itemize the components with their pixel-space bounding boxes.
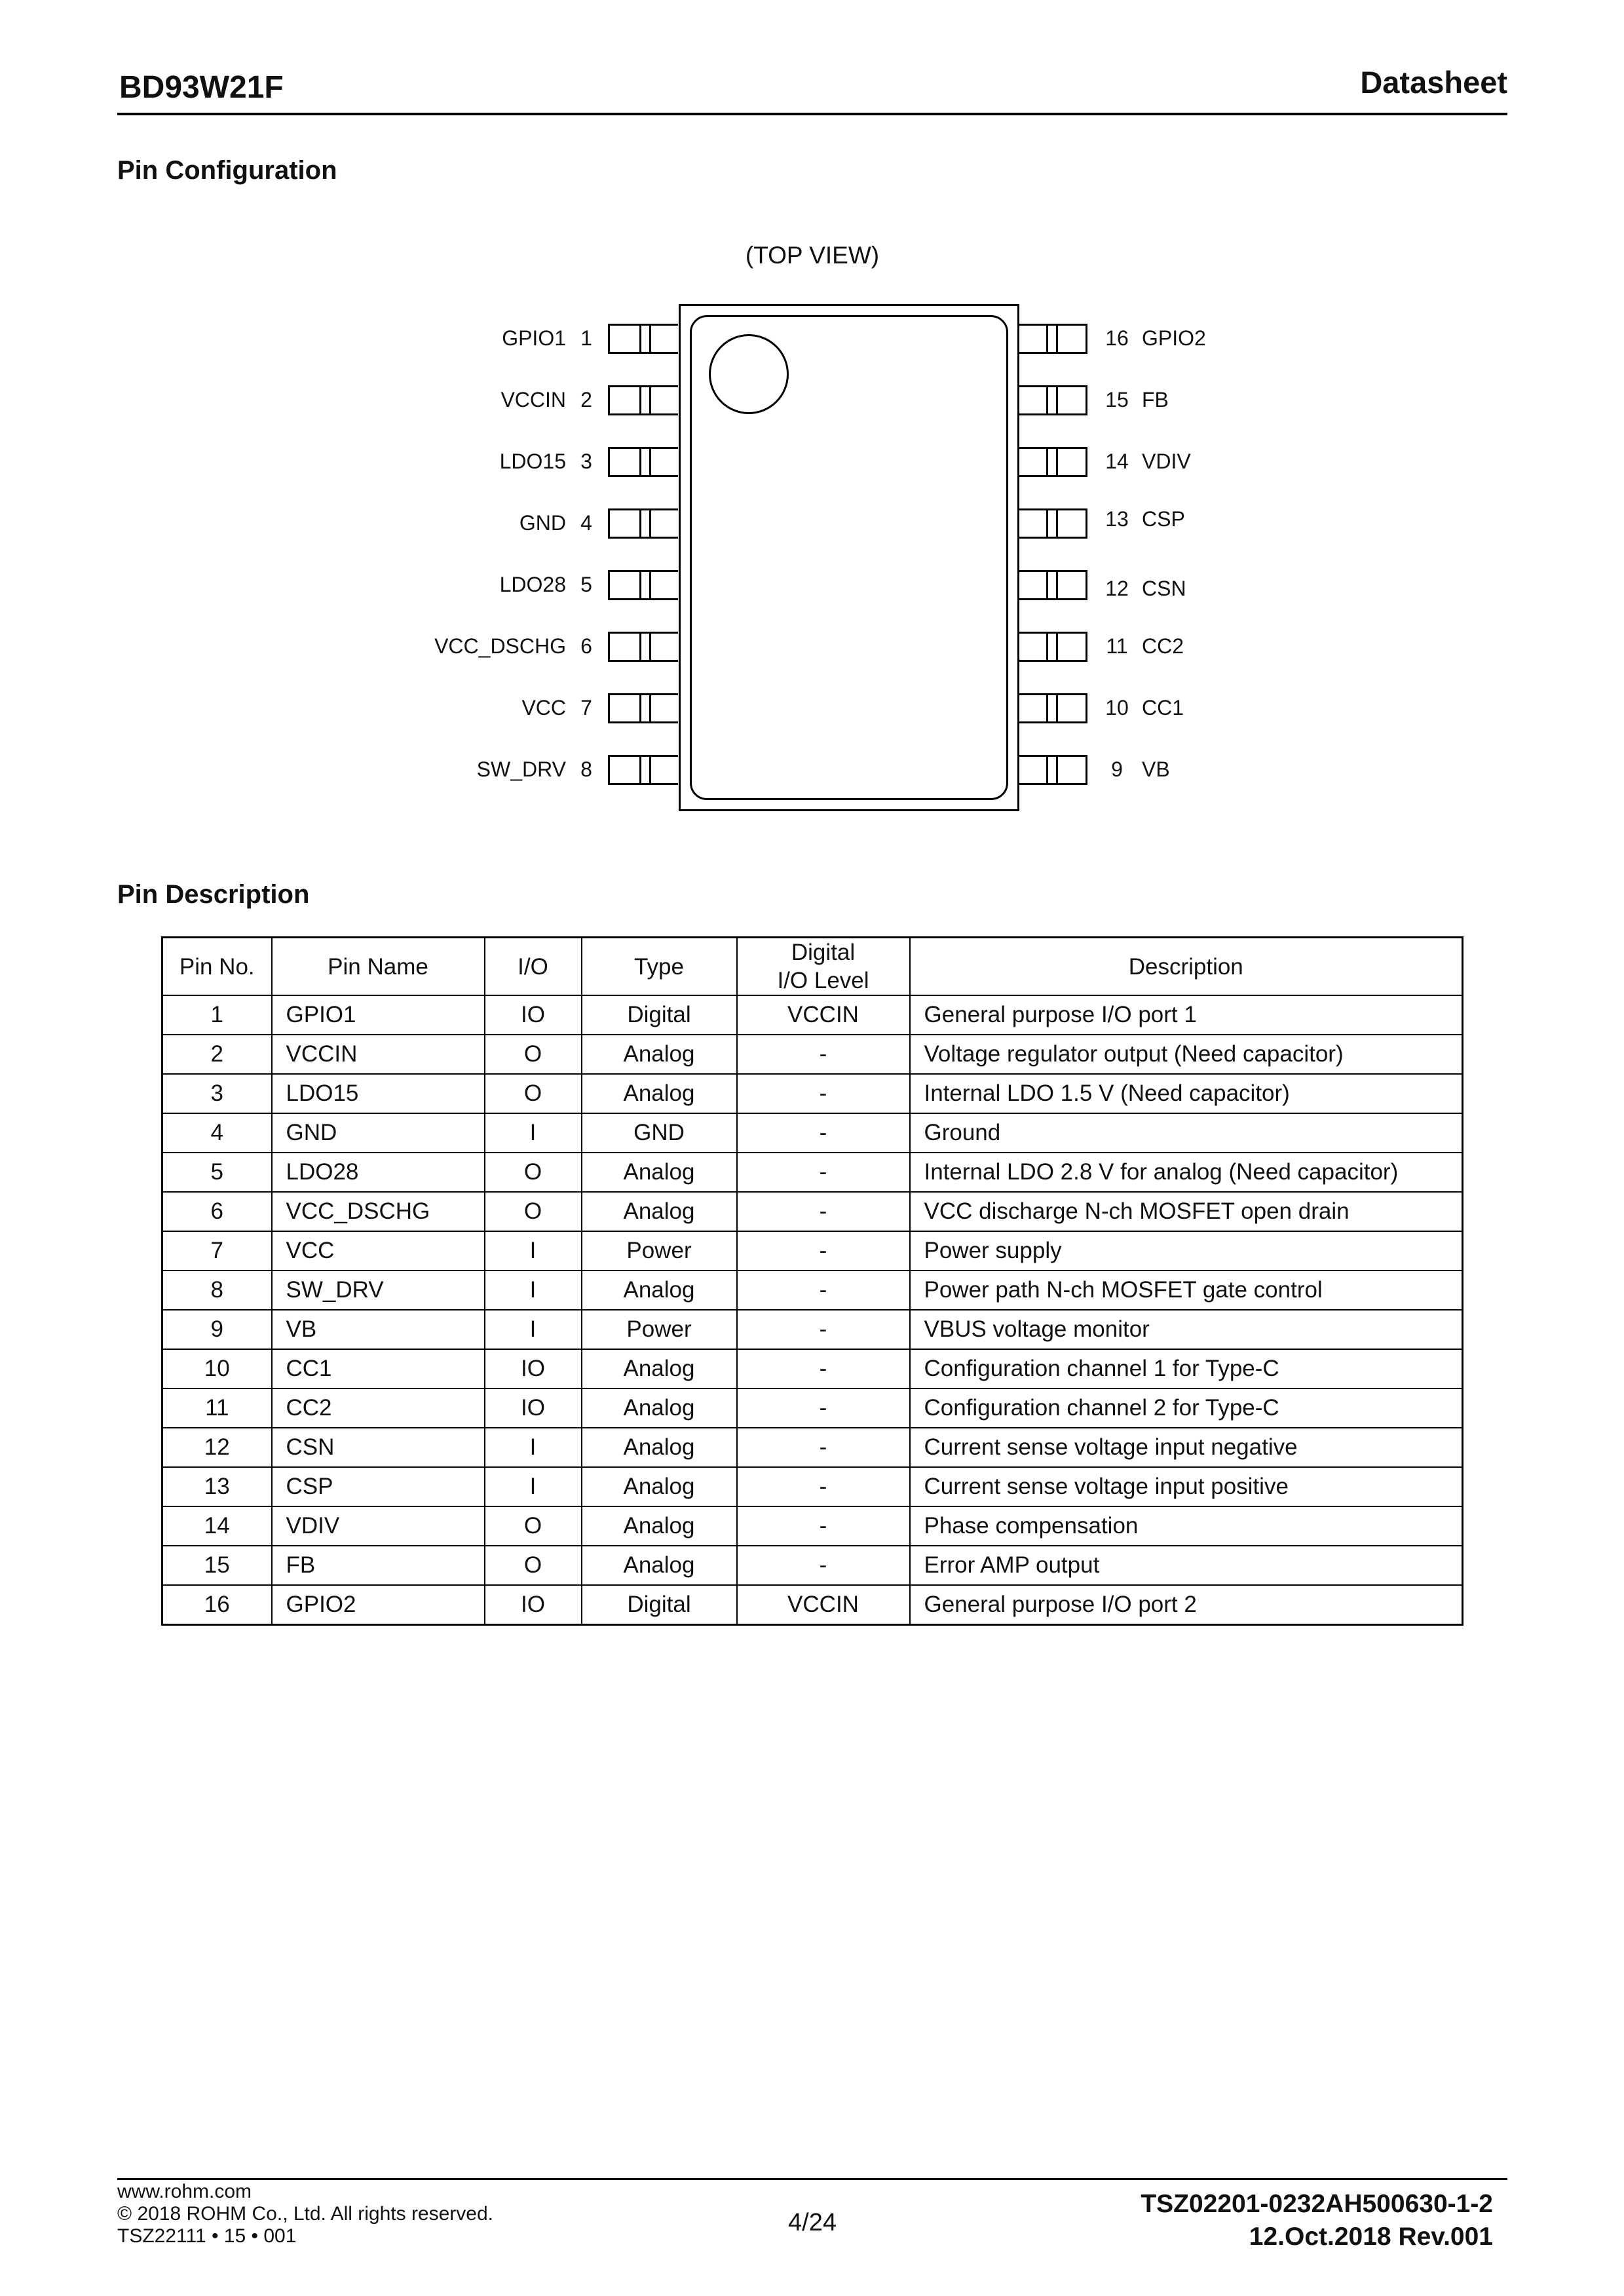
table-header-row xyxy=(162,938,1463,996)
cell-pin-name: LDO15 xyxy=(272,1074,485,1113)
pin-number-6: 6 xyxy=(580,634,592,658)
cell-type: Analog xyxy=(582,1349,737,1388)
table-row xyxy=(162,1153,1463,1192)
footer-left xyxy=(117,2181,493,2248)
pin-lead-11 xyxy=(1017,632,1087,662)
pin1-marker-icon xyxy=(709,334,789,414)
table-row xyxy=(162,1074,1463,1113)
cell-description: VBUS voltage monitor xyxy=(910,1310,1463,1349)
cell-io: IO xyxy=(485,1388,582,1428)
pin-name-1: GPIO1 xyxy=(502,326,566,350)
cell-pin-no: 3 xyxy=(162,1074,272,1113)
pin-name-4: GND xyxy=(519,511,566,535)
footer-copyright: © 2018 ROHM Co., Ltd. All rights reserved. xyxy=(117,2203,493,2225)
pin-name-16: GPIO2 xyxy=(1142,326,1206,350)
table-row xyxy=(162,1231,1463,1271)
pin-number-14: 14 xyxy=(1105,450,1129,473)
pin-name-11: CC2 xyxy=(1142,634,1184,658)
cell-type: Analog xyxy=(582,1074,737,1113)
cell-io-level: - xyxy=(737,1546,910,1585)
col-header-io-level-line2: I/O Level xyxy=(777,968,869,993)
pin-lead-16 xyxy=(1017,324,1087,354)
pin-description-heading: Pin Description xyxy=(117,880,310,909)
cell-pin-no: 15 xyxy=(162,1546,272,1585)
footer-doc-code: TSZ02201-0232AH500630-1-2 xyxy=(1141,2190,1493,2218)
col-header-type: Type xyxy=(582,938,737,996)
cell-io: IO xyxy=(485,1585,582,1625)
cell-io: O xyxy=(485,1074,582,1113)
cell-io: O xyxy=(485,1546,582,1585)
table-row xyxy=(162,1546,1463,1585)
top-view-label: (TOP VIEW) xyxy=(745,242,880,269)
pin-name-13: CSP xyxy=(1142,507,1185,531)
cell-type: Analog xyxy=(582,1271,737,1310)
cell-io-level: - xyxy=(737,1271,910,1310)
pin-lead-2 xyxy=(608,385,678,415)
cell-io-level: VCCIN xyxy=(737,1585,910,1625)
pin-name-12: CSN xyxy=(1142,577,1186,600)
cell-io-level: - xyxy=(737,1074,910,1113)
pin-description-table xyxy=(161,936,1463,1626)
cell-io: IO xyxy=(485,995,582,1035)
pin-name-8: SW_DRV xyxy=(476,757,566,781)
cell-type: Analog xyxy=(582,1153,737,1192)
cell-pin-name: GND xyxy=(272,1113,485,1153)
cell-io: I xyxy=(485,1231,582,1271)
pin-number-10: 10 xyxy=(1105,696,1129,719)
col-header-pin-name: Pin Name xyxy=(272,938,485,996)
col-header-io-level xyxy=(737,938,910,996)
cell-type: Analog xyxy=(582,1035,737,1074)
cell-pin-name: CC1 xyxy=(272,1349,485,1388)
cell-pin-no: 2 xyxy=(162,1035,272,1074)
cell-description: Configuration channel 2 for Type-C xyxy=(910,1388,1463,1428)
cell-description: Ground xyxy=(910,1113,1463,1153)
cell-io: O xyxy=(485,1192,582,1231)
col-header-description: Description xyxy=(910,938,1463,996)
pin-name-9: VB xyxy=(1142,757,1170,781)
cell-type: Power xyxy=(582,1310,737,1349)
pin-name-15: FB xyxy=(1142,388,1169,411)
cell-pin-name: LDO28 xyxy=(272,1153,485,1192)
cell-io-level: - xyxy=(737,1231,910,1271)
cell-io-level: - xyxy=(737,1428,910,1467)
cell-description: General purpose I/O port 2 xyxy=(910,1585,1463,1625)
pin-number-16: 16 xyxy=(1105,326,1129,350)
cell-io-level: - xyxy=(737,1506,910,1546)
cell-io: O xyxy=(485,1035,582,1074)
cell-description: Power supply xyxy=(910,1231,1463,1271)
cell-description: Internal LDO 1.5 V (Need capacitor) xyxy=(910,1074,1463,1113)
footer-rule xyxy=(117,2178,1507,2180)
cell-pin-no: 5 xyxy=(162,1153,272,1192)
cell-io: O xyxy=(485,1153,582,1192)
table-row xyxy=(162,1271,1463,1310)
cell-description: Current sense voltage input positive xyxy=(910,1467,1463,1506)
pin-number-1: 1 xyxy=(580,326,592,350)
cell-io: I xyxy=(485,1428,582,1467)
cell-type: GND xyxy=(582,1113,737,1153)
cell-io-level: - xyxy=(737,1467,910,1506)
cell-pin-name: GPIO1 xyxy=(272,995,485,1035)
pin-lead-9 xyxy=(1017,755,1087,785)
page-number: 4/24 xyxy=(788,2209,837,2236)
cell-description: Configuration channel 1 for Type-C xyxy=(910,1349,1463,1388)
pin-lead-5 xyxy=(608,570,678,600)
cell-pin-name: VB xyxy=(272,1310,485,1349)
cell-type: Power xyxy=(582,1231,737,1271)
cell-pin-name: CC2 xyxy=(272,1388,485,1428)
footer-right xyxy=(1141,2189,1493,2253)
pin-number-9: 9 xyxy=(1111,757,1123,781)
cell-io-level: - xyxy=(737,1113,910,1153)
pin-name-10: CC1 xyxy=(1142,696,1184,719)
col-header-io: I/O xyxy=(485,938,582,996)
cell-description: General purpose I/O port 1 xyxy=(910,995,1463,1035)
cell-description: Phase compensation xyxy=(910,1506,1463,1546)
pin-name-7: VCC xyxy=(521,696,566,719)
cell-pin-name: VCC xyxy=(272,1231,485,1271)
cell-pin-no: 10 xyxy=(162,1349,272,1388)
cell-io-level: - xyxy=(737,1192,910,1231)
table-row xyxy=(162,1467,1463,1506)
pin-name-14: VDIV xyxy=(1142,450,1191,473)
table-row xyxy=(162,1428,1463,1467)
pin-name-3: LDO15 xyxy=(499,450,566,473)
pin-lead-15 xyxy=(1017,385,1087,415)
part-number-title: BD93W21F xyxy=(119,70,284,105)
cell-io: IO xyxy=(485,1349,582,1388)
pin-number-11: 11 xyxy=(1106,634,1128,658)
cell-pin-no: 1 xyxy=(162,995,272,1035)
cell-io: I xyxy=(485,1310,582,1349)
cell-type: Digital xyxy=(582,1585,737,1625)
cell-type: Analog xyxy=(582,1388,737,1428)
table-row xyxy=(162,1035,1463,1074)
pin-number-15: 15 xyxy=(1105,388,1129,411)
table-row xyxy=(162,1192,1463,1231)
cell-pin-no: 14 xyxy=(162,1506,272,1546)
pin-number-3: 3 xyxy=(580,450,592,473)
cell-type: Analog xyxy=(582,1192,737,1231)
cell-description: Current sense voltage input negative xyxy=(910,1428,1463,1467)
cell-io-level: - xyxy=(737,1310,910,1349)
pin-number-4: 4 xyxy=(580,511,592,535)
pin-lead-12 xyxy=(1017,570,1087,600)
cell-io-level: - xyxy=(737,1349,910,1388)
cell-io: O xyxy=(485,1506,582,1546)
cell-pin-no: 13 xyxy=(162,1467,272,1506)
pin-lead-3 xyxy=(608,447,678,477)
pin-lead-1 xyxy=(608,324,678,354)
cell-io-level: - xyxy=(737,1388,910,1428)
pin-name-5: LDO28 xyxy=(499,573,566,596)
cell-description: Error AMP output xyxy=(910,1546,1463,1585)
pin-number-8: 8 xyxy=(580,757,592,781)
table-row xyxy=(162,1388,1463,1428)
footer-form-code: TSZ22111 • 15 • 001 xyxy=(117,2225,297,2247)
pin-number-13: 13 xyxy=(1105,507,1129,531)
cell-pin-name: VCCIN xyxy=(272,1035,485,1074)
cell-pin-no: 8 xyxy=(162,1271,272,1310)
footer-website-link[interactable]: www.rohm.com xyxy=(117,2181,252,2202)
table-row xyxy=(162,1310,1463,1349)
pin-number-2: 2 xyxy=(580,388,592,411)
pin-number-7: 7 xyxy=(580,696,592,719)
pin-lead-4 xyxy=(608,508,678,539)
pin-lead-14 xyxy=(1017,447,1087,477)
cell-io-level: - xyxy=(737,1035,910,1074)
cell-type: Analog xyxy=(582,1546,737,1585)
cell-pin-no: 7 xyxy=(162,1231,272,1271)
pin-number-12: 12 xyxy=(1105,577,1129,600)
cell-pin-name: GPIO2 xyxy=(272,1585,485,1625)
cell-pin-name: VCC_DSCHG xyxy=(272,1192,485,1231)
cell-type: Analog xyxy=(582,1467,737,1506)
table-row xyxy=(162,1349,1463,1388)
cell-io: I xyxy=(485,1467,582,1506)
cell-pin-no: 12 xyxy=(162,1428,272,1467)
cell-pin-name: VDIV xyxy=(272,1506,485,1546)
pin-name-6: VCC_DSCHG xyxy=(434,634,566,658)
cell-pin-name: CSN xyxy=(272,1428,485,1467)
pin-lead-8 xyxy=(608,755,678,785)
cell-io-level: - xyxy=(737,1153,910,1192)
cell-description: VCC discharge N-ch MOSFET open drain xyxy=(910,1192,1463,1231)
pin-lead-7 xyxy=(608,693,678,723)
cell-type: Digital xyxy=(582,995,737,1035)
cell-pin-no: 16 xyxy=(162,1585,272,1625)
cell-pin-no: 6 xyxy=(162,1192,272,1231)
col-header-io-level-line1: Digital xyxy=(791,940,856,965)
header-rule xyxy=(117,113,1507,115)
cell-description: Internal LDO 2.8 V for analog (Need capacitor) xyxy=(910,1153,1463,1192)
cell-pin-no: 4 xyxy=(162,1113,272,1153)
table-row xyxy=(162,995,1463,1035)
cell-io: I xyxy=(485,1113,582,1153)
cell-io: I xyxy=(485,1271,582,1310)
col-header-pin-no: Pin No. xyxy=(162,938,272,996)
cell-pin-no: 9 xyxy=(162,1310,272,1349)
cell-pin-name: FB xyxy=(272,1546,485,1585)
footer-date-rev: 12.Oct.2018 Rev.001 xyxy=(1249,2223,1493,2251)
pin-lead-10 xyxy=(1017,693,1087,723)
pin-configuration-heading: Pin Configuration xyxy=(117,156,337,185)
cell-pin-name: SW_DRV xyxy=(272,1271,485,1310)
table-row xyxy=(162,1506,1463,1546)
cell-type: Analog xyxy=(582,1428,737,1467)
cell-description: Voltage regulator output (Need capacitor) xyxy=(910,1035,1463,1074)
table-row xyxy=(162,1585,1463,1625)
cell-description: Power path N-ch MOSFET gate control xyxy=(910,1271,1463,1310)
pin-name-2: VCCIN xyxy=(500,388,566,411)
cell-pin-no: 11 xyxy=(162,1388,272,1428)
doc-type-label: Datasheet xyxy=(1360,65,1507,100)
pin-number-5: 5 xyxy=(580,573,592,596)
cell-io-level: VCCIN xyxy=(737,995,910,1035)
table-row xyxy=(162,1113,1463,1153)
cell-type: Analog xyxy=(582,1506,737,1546)
cell-pin-name: CSP xyxy=(272,1467,485,1506)
pin-lead-13 xyxy=(1017,508,1087,539)
pin-lead-6 xyxy=(608,632,678,662)
